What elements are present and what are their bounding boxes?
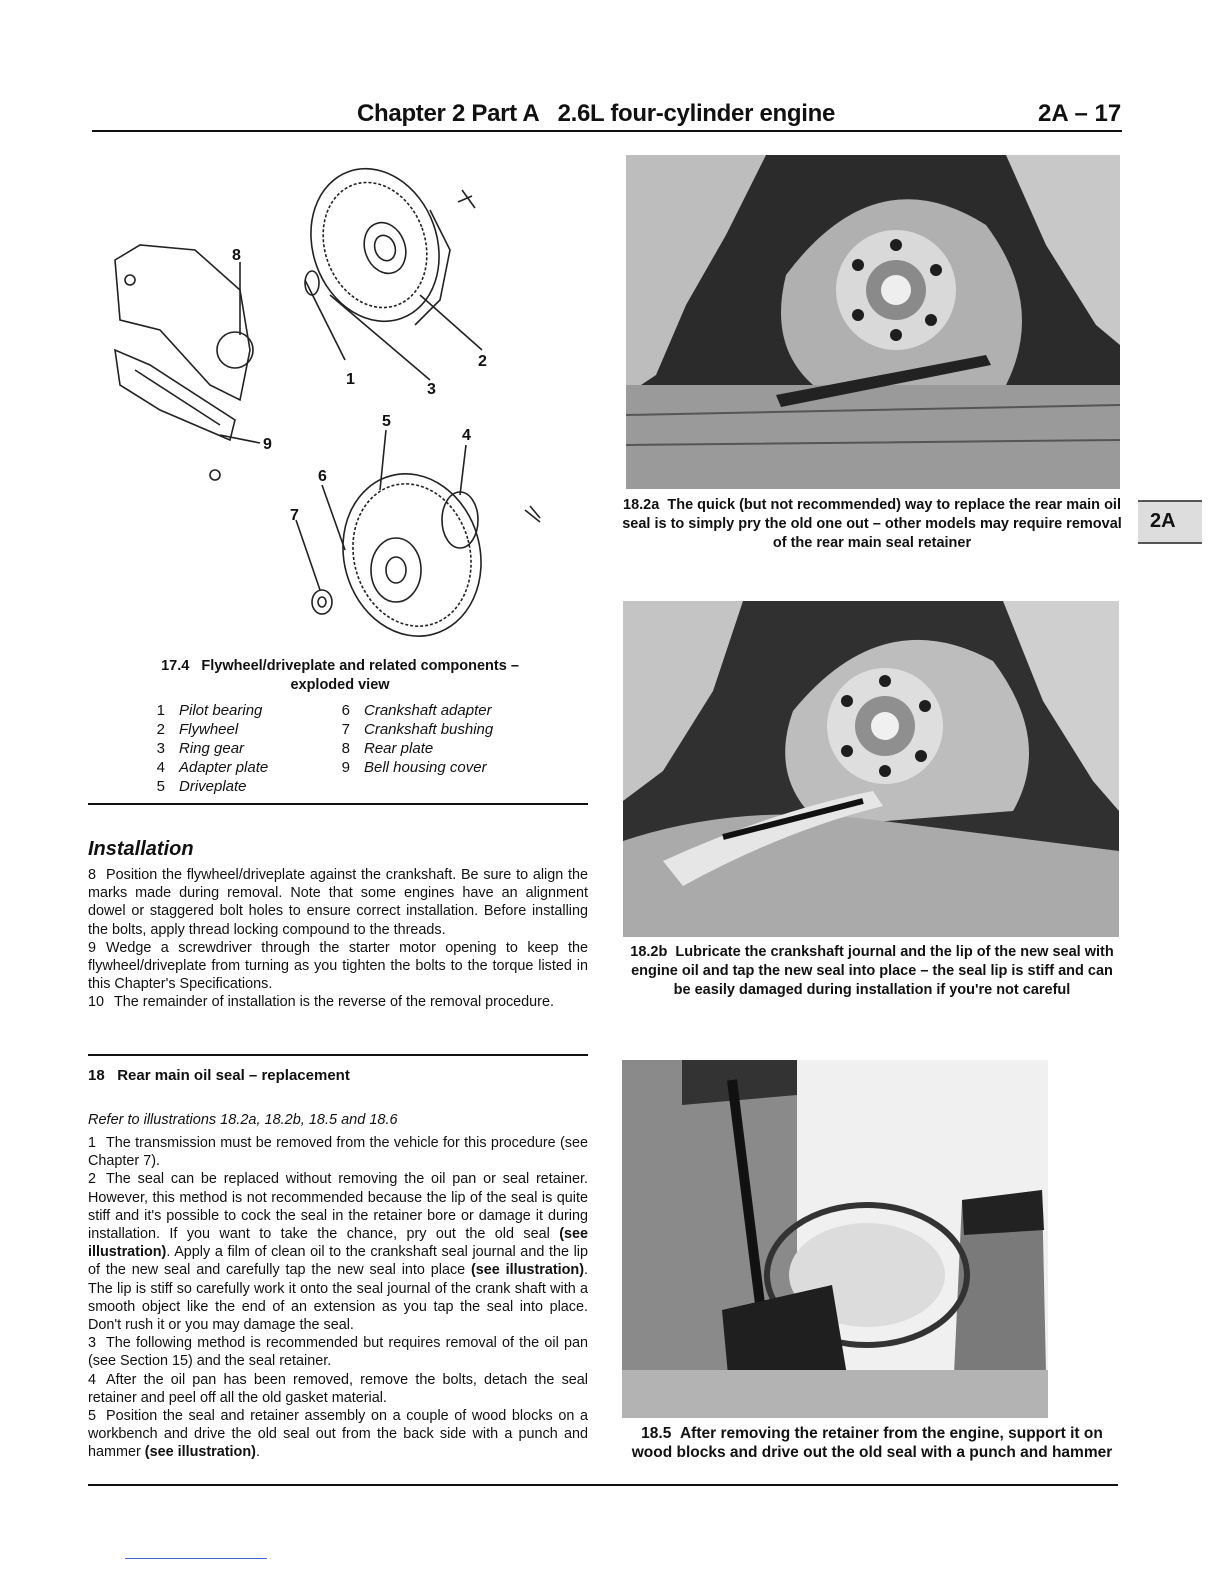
callout-9: 9	[263, 436, 272, 453]
callout-3: 3	[427, 381, 436, 398]
photo-18-5-caption: 18.5 After removing the retainer from the engine, support it on wood blocks and drive out the old seal with a punch and hammer	[631, 1425, 1113, 1461]
legend-item: 2 Flywheel	[156, 721, 239, 738]
fig-17-4-title: Flywheel/driveplate and related components –	[201, 658, 519, 674]
side-tab	[1138, 500, 1202, 544]
page-number: 2A – 17	[1038, 100, 1122, 127]
callout-6: 6	[318, 468, 327, 485]
section-18-title: 18 Rear main oil seal – replacement	[88, 1067, 350, 1084]
rear-plate-shape	[115, 245, 250, 400]
photo-18-2a-caption: 18.2a The quick (but not recommended) way to replace the rear main oil seal is to simply pry the old one out – other models may require removal of the rear main seal retainer	[622, 497, 1122, 551]
legend-item: 1 Pilot bearing	[156, 702, 263, 719]
photo-18-2b-caption: 18.2b Lubricate the crankshaft journal and the lip of the new seal with engine oil and tap the new seal into place – the seal lip is stiff and can be easily damaged during installation if you're not careful	[630, 944, 1114, 998]
legend-item: 8 Rear plate	[341, 740, 434, 757]
installation-heading: Installation	[88, 838, 194, 860]
legend-item: 6 Crankshaft adapter	[341, 702, 492, 719]
photo-18-2a	[626, 155, 1120, 489]
legend-item: 3 Ring gear	[156, 740, 245, 757]
callout-4: 4	[462, 427, 471, 444]
installation-body	[88, 866, 588, 1012]
callout-7: 7	[290, 507, 299, 524]
paragraph-10: 10 The remainder of installation is the reverse of the removal procedure.	[88, 994, 554, 1011]
paragraph-1: 1 The transmission must be removed from the vehicle for this procedure (see Chapter 7).	[88, 1135, 588, 1170]
crankshaft-bushing-shape	[312, 590, 332, 614]
legend-rule	[88, 803, 588, 805]
callout-8: 8	[232, 247, 241, 264]
legend-item: 9 Bell housing cover	[341, 759, 487, 776]
paragraph-5: 5 Position the seal and retainer assembly on a couple of wood blocks on a workbench and drive the old seal out from the back side with a punch and hammer (see illustration).	[88, 1408, 588, 1461]
section-18-body	[88, 1134, 588, 1462]
fig-17-4-title-line2: exploded view	[290, 677, 390, 693]
callout-1: 1	[346, 371, 355, 388]
bottom-rule	[88, 1484, 1118, 1486]
section-18-rule	[88, 1054, 588, 1056]
callout-5: 5	[382, 413, 391, 430]
legend-left	[145, 701, 268, 796]
chapter-title: Chapter 2 Part A 2.6L four-cylinder engine	[357, 100, 836, 127]
legend-item: 4 Adapter plate	[156, 759, 269, 776]
photo-18-2b	[623, 601, 1119, 937]
paragraph-8: 8 Position the flywheel/driveplate against the crankshaft. Be sure to align the marks made during removal. Note that some engines have an alignment dowel or staggered bolt holes to ensure correct installation. Before installing the bolts, apply thread locking compound to the threads.	[88, 867, 588, 938]
fig-17-4-caption	[130, 657, 550, 695]
flywheel-exploded-diagram	[100, 150, 580, 650]
photo-18-5	[622, 1060, 1048, 1418]
callout-2: 2	[478, 353, 487, 370]
fig-17-4-number: 17.4	[161, 658, 190, 674]
paragraph-3: 3 The following method is recommended but requires removal of the oil pan (see Section 15) and the seal retainer.	[88, 1335, 588, 1370]
paragraph-9: 9 Wedge a screwdriver through the starter motor opening to keep the flywheel/driveplate from turning as you tighten the bolts to the torque listed in this Chapter's Specifications.	[88, 939, 588, 993]
footer-line	[125, 1558, 267, 1559]
side-tab-label: 2A	[1150, 510, 1176, 532]
header-rule	[92, 130, 1122, 132]
legend-item: 7 Crankshaft bushing	[341, 721, 494, 738]
section-18-refer: Refer to illustrations 18.2a, 18.2b, 18.5 and 18.6	[88, 1112, 398, 1128]
paragraph-2: 2 The seal can be replaced without removing the oil pan or seal retainer. However, this method is not recommended because the lip of the seal is quite stiff and it's possible to cock the seal in the retainer bore or damage it during installation. If you want to take the chance, pry out the old seal (see illustration). Apply a film of clean oil to the crankshaft seal journal and the lip of the new seal and carefully tap the new seal into place (see illustration). The lip is stiff so carefully work it onto the seal journal of the crank shaft with a smooth object like the end of an extension as you tap the seal into place. Don't rush it or you may damage the seal.	[88, 1171, 588, 1334]
legend-item: 5 Driveplate	[156, 778, 247, 795]
legend-right	[330, 701, 493, 777]
paragraph-4: 4 After the oil pan has been removed, remove the bolts, detach the seal retainer and peel off all the old gasket material.	[88, 1371, 588, 1406]
driveplate-shape	[325, 458, 499, 650]
